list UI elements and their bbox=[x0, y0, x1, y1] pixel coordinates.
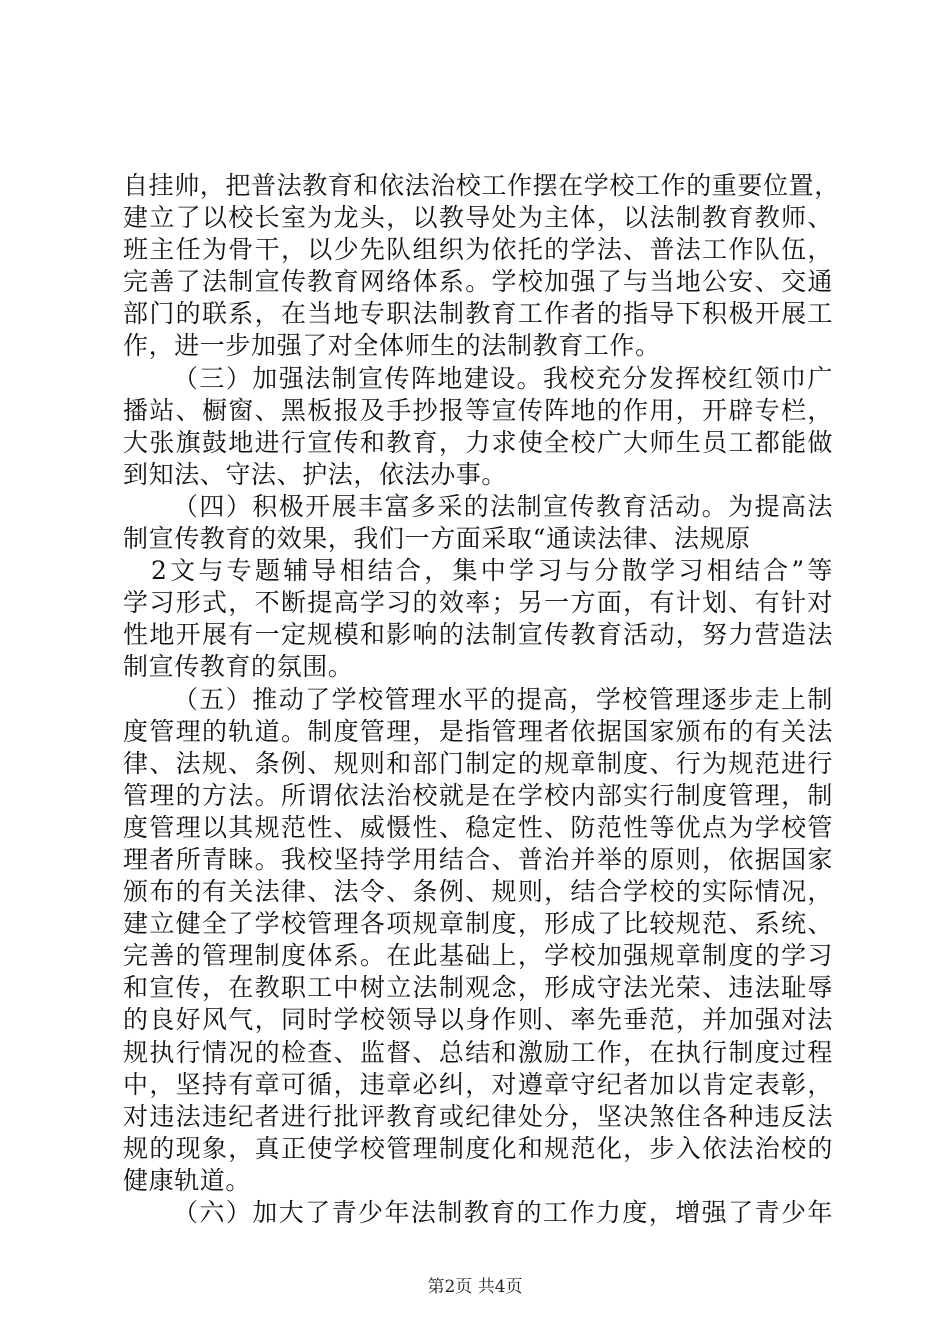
text-line: 的良好风气，同时学校领导以身作则、率先垂范，并加强对法 bbox=[123, 1005, 833, 1035]
text-line: 颁布的有关法律、法令、条例、规则，结合学校的实际情况， bbox=[123, 877, 833, 907]
text-line: 管理的方法。所谓依法治校就是在学校内部实行制度管理，制 bbox=[123, 780, 833, 810]
text-line: 大张旗鼓地进行宣传和教育，力求使全校广大师生员工都能做 bbox=[123, 427, 833, 457]
text-line: 律、法规、条例、规则和部门制定的规章制度、行为规范进行 bbox=[123, 748, 833, 778]
text-line: 度管理的轨道。制度管理，是指管理者依据国家颁布的有关法 bbox=[123, 716, 833, 746]
text-line: 健康轨道。 bbox=[123, 1165, 252, 1195]
text-line: 对违法违纪者进行批评教育或纪律处分，坚决煞住各种违反法 bbox=[123, 1101, 833, 1131]
document-body bbox=[123, 170, 840, 1229]
text-line: 中，坚持有章可循，违章必纠，对遵章守纪者加以肯定表彰， bbox=[123, 1069, 833, 1099]
text-line: 规的现象，真正使学校管理制度化和规范化，步入依法治校的 bbox=[123, 1133, 833, 1163]
text-line: 性地开展有一定规模和影响的法制宣传教育活动，努力营造法 bbox=[123, 620, 833, 650]
text-line: 播站、橱窗、黑板报及手抄报等宣传阵地的作用，开辟专栏， bbox=[123, 395, 833, 425]
text-line: 制宣传教育的氛围。 bbox=[123, 652, 354, 682]
text-line: 自挂帅，把普法教育和依法治校工作摆在学校工作的重要位置， bbox=[123, 171, 840, 200]
text-line: 建立健全了学校管理各项规章制度，形成了比较规范、系统、 bbox=[123, 909, 833, 939]
text-line: 完善了法制宣传教育网络体系。学校加强了与当地公安、交通 bbox=[123, 267, 833, 297]
text-line: 学习形式，不断提高学习的效率；另一方面，有计划、有针对 bbox=[123, 588, 833, 618]
text-line: 班主任为骨干，以少先队组织为依托的学法、普法工作队伍， bbox=[123, 235, 833, 265]
text-line: 作，进一步加强了对全体师生的法制教育工作。 bbox=[123, 331, 661, 361]
text-line: 度管理以其规范性、威慑性、稳定性、防范性等优点为学校管 bbox=[123, 812, 833, 842]
text-line: 建立了以校长室为龙头，以教导处为主体，以法制教育教师、 bbox=[123, 203, 833, 233]
text-line: 完善的管理制度体系。在此基础上，学校加强规章制度的学习 bbox=[123, 941, 833, 971]
text-line: （五）推动了学校管理水平的提高，学校管理逐步走上制 bbox=[173, 684, 833, 714]
text-line: 规执行情况的检查、监督、总结和激励工作，在执行制度过程 bbox=[123, 1037, 833, 1067]
page-footer: 第2页 共4页 bbox=[427, 1277, 523, 1297]
text-line: （三）加强法制宣传阵地建设。我校充分发挥校红领巾广 bbox=[173, 363, 833, 393]
text-line: （六）加大了青少年法制教育的工作力度，增强了青少年 bbox=[173, 1198, 833, 1227]
text-line: 2文与专题辅导相结合，集中学习与分散学习相结合”等 bbox=[151, 556, 833, 586]
text-line: （四）积极开展丰富多采的法制宣传教育活动。为提高法 bbox=[173, 491, 833, 521]
text-line: 和宣传，在教职工中树立法制观念，形成守法光荣、违法耻辱 bbox=[123, 973, 833, 1003]
text-line: 理者所青睐。我校坚持学用结合、普治并举的原则，依据国家 bbox=[123, 844, 833, 874]
text-line: 到知法、守法、护法，依法办事。 bbox=[123, 459, 508, 489]
text-line: 部门的联系，在当地专职法制教育工作者的指导下积极开展工 bbox=[123, 299, 833, 329]
text-line: 制宣传教育的效果，我们一方面采取“通读法律、法规原 bbox=[123, 524, 751, 554]
